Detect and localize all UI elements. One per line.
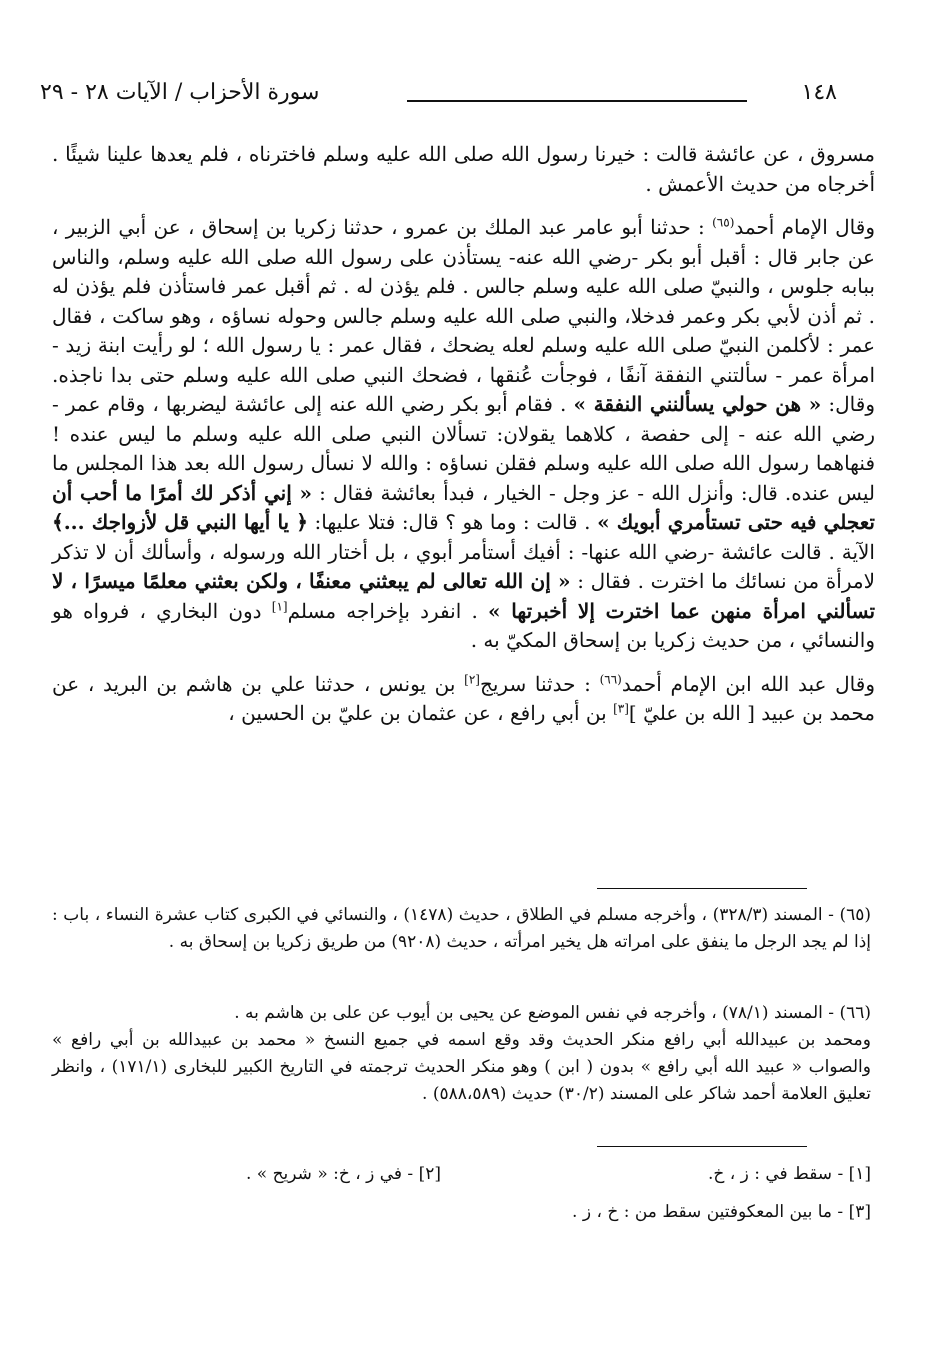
variant-note-1: [١] - سقط في : ز ، خ. xyxy=(707,1164,871,1184)
main-text xyxy=(52,140,875,729)
footnote-ref-66[interactable]: (٦٦) xyxy=(599,671,622,686)
footnote-65: (٦٥) - المسند (٣٢٨/٣) ، وأخرجه مسلم في الطلاق ، حديث (١٤٧٨) ، والنسائي في الكبرى كتاب عشرة النساء ، باب : إذا لم يجد الرجل ما ينفق على امراته هل يخير امرأته ، حديث (٩٢٠٨) من طريق زكريا بن إسحاق به . xyxy=(52,905,871,952)
text-run: . انفرد بإخراجه مسلم xyxy=(287,598,488,623)
page-header xyxy=(40,80,837,114)
footnote-66-line-1: (٦٦) - المسند (٧٨/١) ، وأخرجه في نفس الموضع عن يحيى بن أيوب عن على بن هاشم به . xyxy=(234,1003,871,1023)
text-run: الآية . قالت عائشة -رضي الله عنها- : أفيك أستأمر أبوي ، بل أختار الله ورسوله ، وأسألك أن لا تذكر لامرأة من نسائك ما اخترت . فقال : xyxy=(52,539,875,593)
variants-divider xyxy=(597,1146,807,1147)
footnote-66 xyxy=(52,1000,871,1108)
text-run: . قالت : وما هو ؟ قال: فتلا عليها: xyxy=(307,510,598,534)
paragraph-1: مسروق ، عن عائشة قالت : خيرنا رسول الله صلى الله عليه وسلم فاخترناه ، فلم يعدها علينا شيئًا . أخرجاه من حديث الأعمش . xyxy=(52,142,875,196)
hadith-quote: « إني أذكر لك أمرًا ما أحب أن تعجلي فيه حتى تستأمري أبويك » xyxy=(52,480,876,534)
running-title: سورة الأحزاب / الآيات ٢٨ - ٢٩ xyxy=(40,80,320,105)
text-run: . فقام أبو بكر رضي الله عنه إلى عائشة ليضربها ، وقام عمر - رضي الله عنه - إلى حفصة ، كلاهما يقولان: تسألان النبي صلى الله عليه وسلم ما ليس عنده ! فنهاهما رسول الله صلى الله عليه وسلم فقلن نساؤه : والله لا نسأل رسول الله بعد هذا المجلس ما ليس عنده. قال: وأنزل الله - عز وجل - الخيار ، فبدأ بعائشة فقال : xyxy=(52,392,875,505)
variant-ref-1[interactable]: [١] xyxy=(271,598,288,613)
paragraph-2 xyxy=(52,213,875,656)
variant-note-2: [٢] - في ز ، خ: « شريح » . xyxy=(245,1164,441,1184)
text-run: بن أبي رافع ، عن عثمان بن عليّ بن الحسين ، xyxy=(228,701,614,725)
hadith-quote: « إن الله تعالى لم يبعثني معنفًا ، ولكن بعثني معلمًا ميسرًا ، لا تسألني امرأة منهن عما اخترت إلا أخبرتها » xyxy=(52,569,876,623)
hadith-quote: « هن حولي يسألنني النفقة » xyxy=(573,392,822,416)
text-run: دون البخاري ، فرواه هو والنسائي ، من حديث زكريا بن إسحاق المكيّ به . xyxy=(52,598,875,652)
footnote-divider xyxy=(597,888,807,889)
variants-row xyxy=(52,1164,871,1192)
footnote-66-note: ومحمد بن عبيدالله أبي رافع منكر الحديث وقد وقع اسمه في جميع النسخ « محمد بن عبيدالله بن أبي رافع » والصواب « عبيد الله أبي رافع » بدون ( ابن ) وهو منكر الحديث ترجمته في التاريخ الكبير للبخارى (١٧١/١) ، وانظر تعليق العلامة أحمد شاكر على المسند (٣٠/٢) حديث (٥٨٨،٥٨٩) . xyxy=(52,1030,871,1104)
header-rule xyxy=(407,100,747,102)
text-run: : حدثنا سريج xyxy=(479,671,600,696)
page-number: ١٤٨ xyxy=(801,80,837,105)
variant-ref-2[interactable]: [٢] xyxy=(464,671,480,686)
text-run: وقال الإمام أحمد xyxy=(734,215,875,239)
variant-ref-3[interactable]: [٣] xyxy=(613,701,629,716)
text-run: وقال عبد الله ابن الإمام أحمد xyxy=(621,671,875,696)
text-run: : حدثنا أبو عامر عبد الملك بن عمرو ، حدثنا زكريا بن إسحاق ، عن أبي الزبير ، عن جابر قال : أقبل أبو بكر -رضي الله عنه- يستأذن على رسول الله صلى الله عليه وسلم، والناس ببابه جلوس ، والنبيّ صلى الله عليه وسلم جالس . فلم يؤذن له . ثم أقبل عمر فاستأذن فلم يؤذن له . ثم أذن لأبي بكر وعمر فدخلا، والنبي صلى الله عليه وسلم جالس وحوله نساؤه ، وهو ساكت ، فقال عمر : لأكلمن النبيّ صلى الله عليه وسلم لعله يضحك ، فقال عمر : يا رسول الله ؛ لو رأيت ابنة زيد - امرأة عمر - سألتني النفقة آنفًا ، فوجأت عُنقها ، فضحك النبي صلى الله عليه وسلم حتى بدا ناجذه. وقال: xyxy=(52,215,875,416)
paragraph-3 xyxy=(52,670,875,729)
quran-verse: ﴿ يا أيها النبي قل لأزواجك ...﴾ xyxy=(52,510,308,534)
footnote-ref-65[interactable]: (٦٥) xyxy=(712,215,735,230)
variant-note-3: [٣] - ما بين المعكوفتين سقط من : خ ، ز . xyxy=(572,1202,871,1222)
text-run: بن يونس ، حدثنا علي بن هاشم بن البريد ، عن محمد بن عبيد [ الله بن عليّ ] xyxy=(52,671,875,725)
